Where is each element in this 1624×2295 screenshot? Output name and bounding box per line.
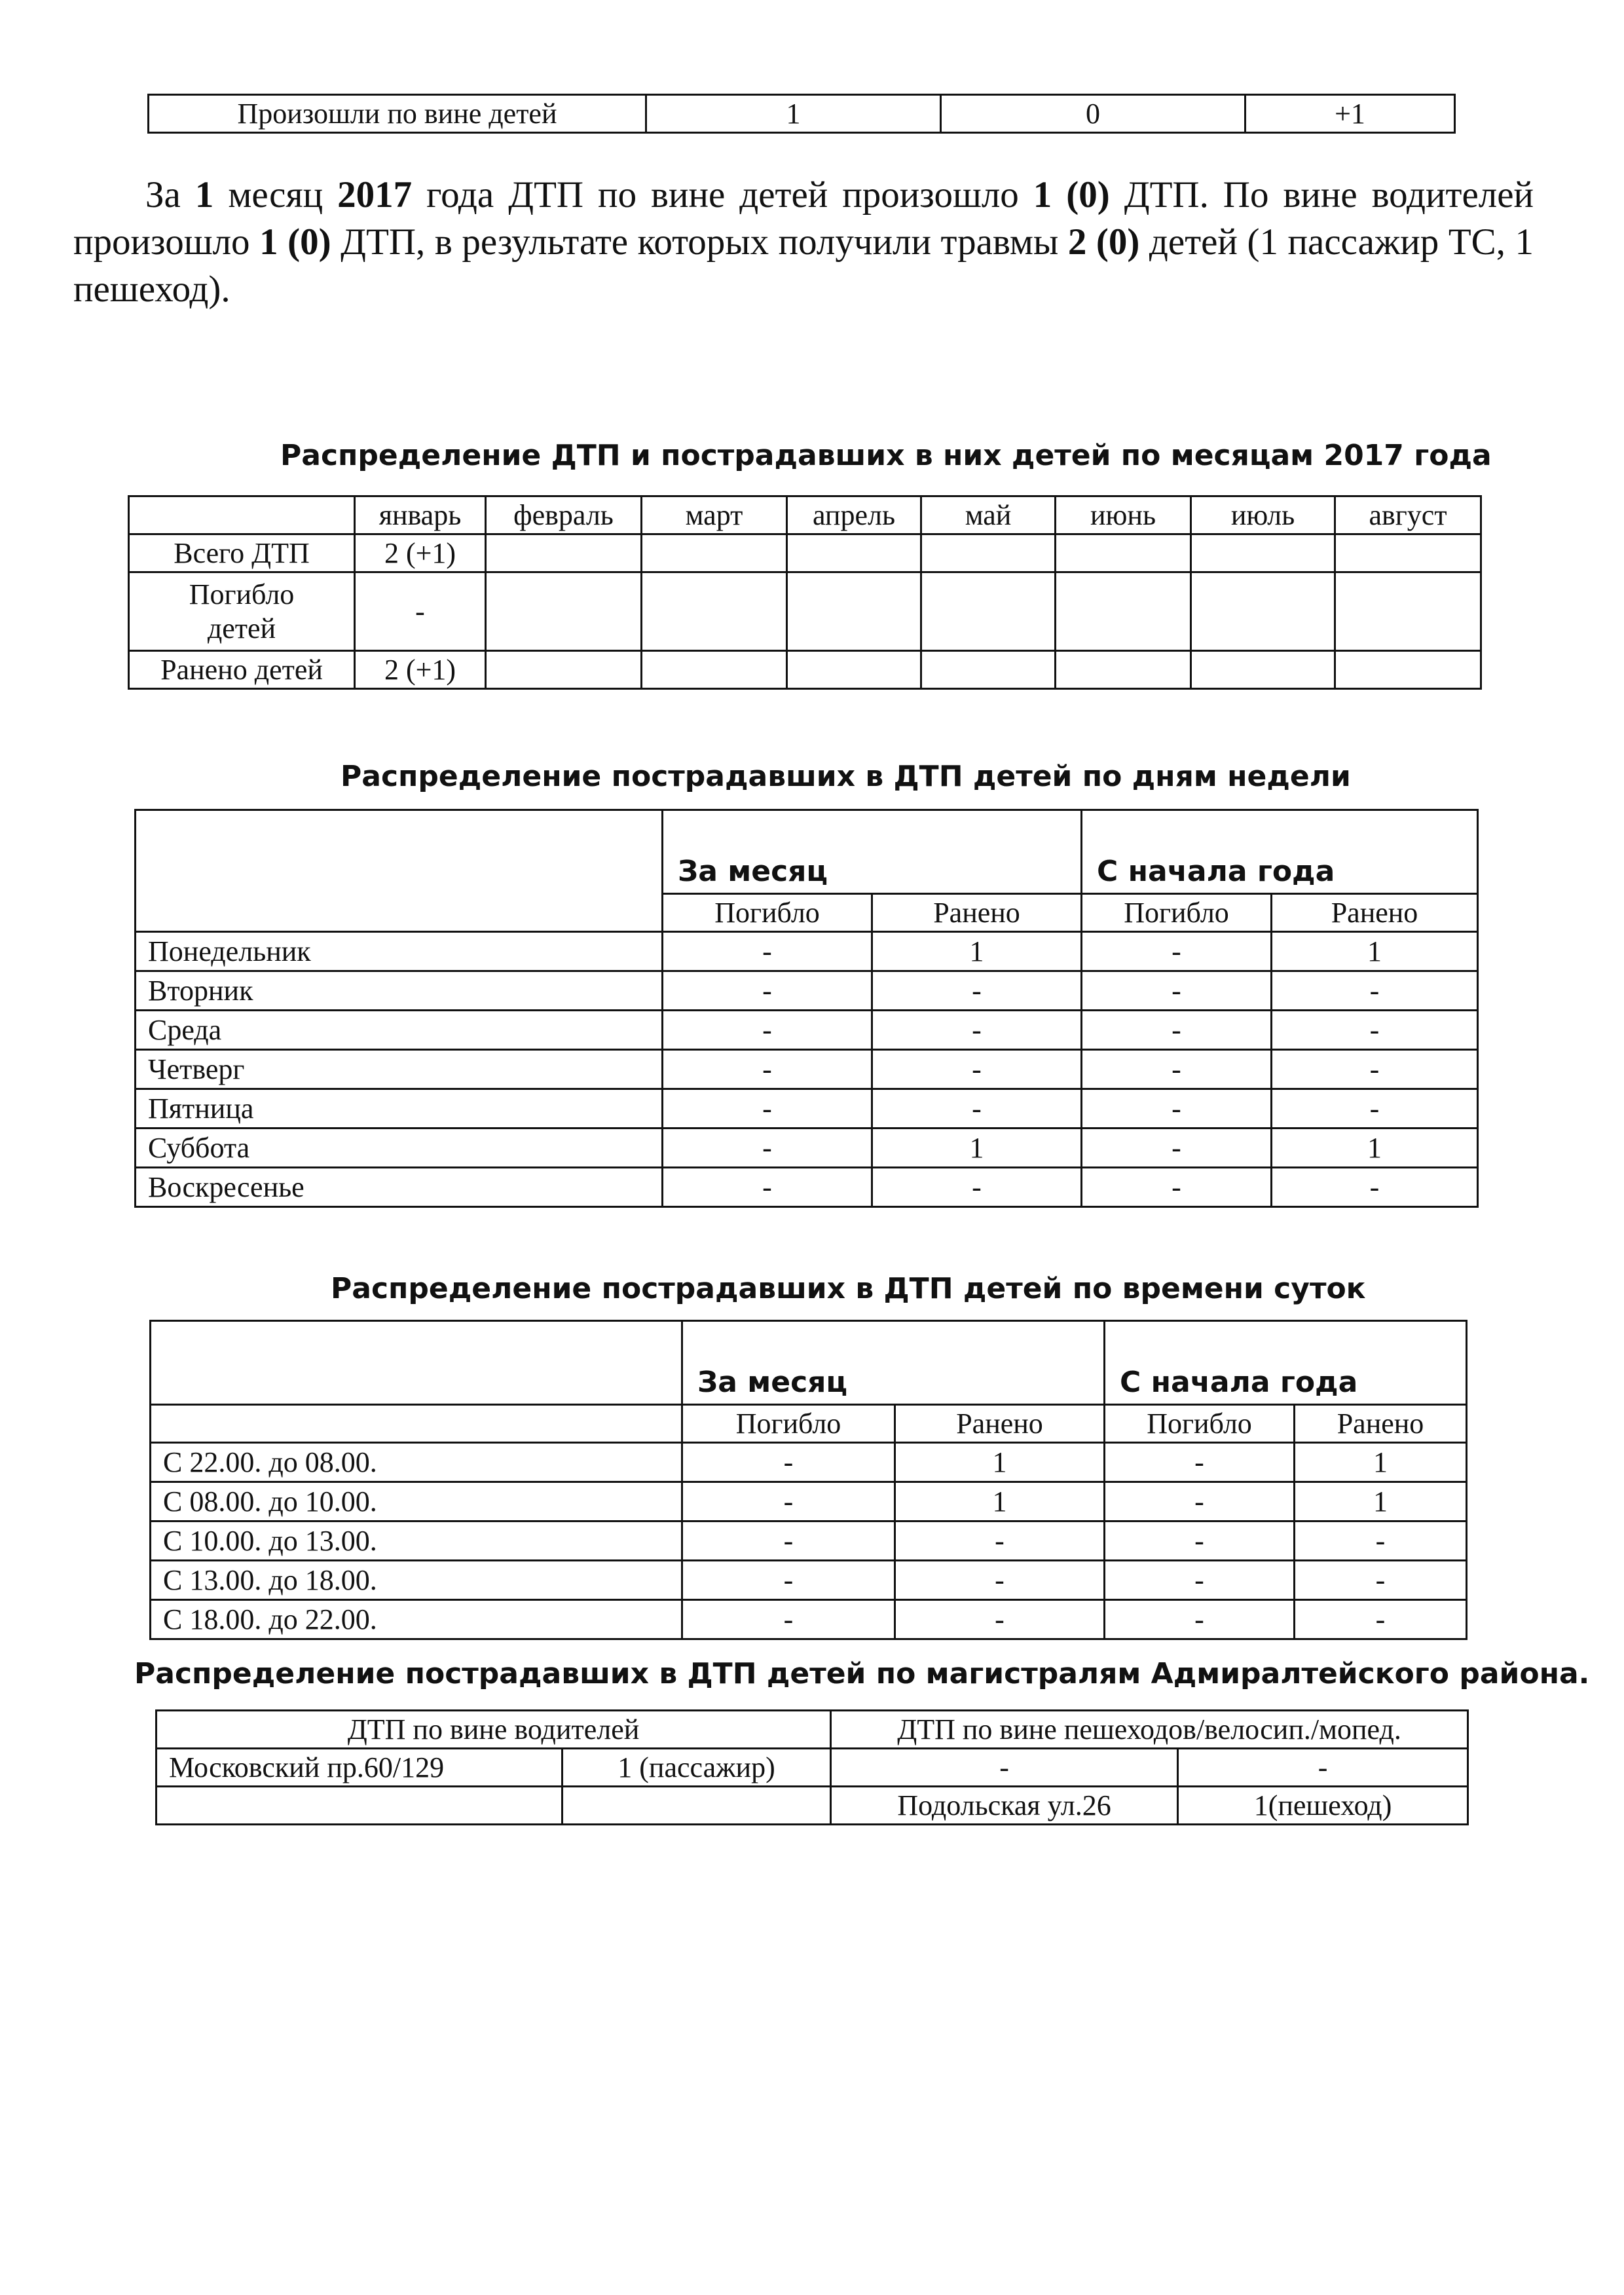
months-cell: [486, 572, 642, 651]
months-header-empty: [129, 496, 355, 534]
weekday-cell: -: [663, 971, 872, 1011]
time-cell: -: [895, 1521, 1105, 1561]
sub-header: Погибло: [663, 894, 872, 932]
roads-table-title: Распределение пострадавших в ДТП детей по магистралям Адмиралтейского района.: [134, 1657, 1590, 1690]
weekday-cell: -: [663, 1168, 872, 1207]
months-cell: [1191, 534, 1335, 572]
weekday-label: Вторник: [136, 971, 663, 1011]
sub-header: Ранено: [872, 894, 1082, 932]
months-row-label: Всего ДТП: [129, 534, 355, 572]
roads-cell: Московский пр.60/129: [157, 1749, 563, 1787]
weekday-table-title: Распределение пострадавших в ДТП детей по дням недели: [341, 760, 1351, 793]
weekday-cell: -: [872, 971, 1082, 1011]
time-cell: 1: [1295, 1443, 1467, 1482]
weekday-label: Пятница: [136, 1089, 663, 1129]
time-cell: -: [895, 1600, 1105, 1639]
months-cell: [642, 534, 787, 572]
time-cell: 1: [895, 1482, 1105, 1521]
month-header: март: [642, 496, 787, 534]
time-cell: 1: [1295, 1482, 1467, 1521]
roads-header-peds: ДТП по вине пешеходов/велосип./мопед.: [831, 1711, 1468, 1749]
group-year-header: С начала года: [1105, 1321, 1467, 1405]
weekday-cell: -: [872, 1089, 1082, 1129]
weekday-cell: 1: [1272, 1129, 1478, 1168]
months-table-title: Распределение ДТП и пострадавших в них детей по месяцам 2017 года: [280, 439, 1492, 472]
time-cell: -: [1295, 1521, 1467, 1561]
time-cell: -: [682, 1561, 895, 1600]
roads-cell: 1 (пассажир): [563, 1749, 831, 1787]
months-cell: [642, 572, 787, 651]
months-row-label: Погибло детей: [129, 572, 355, 651]
months-cell: [787, 572, 921, 651]
roads-table: [155, 1709, 1469, 1825]
sub-header: Погибло: [682, 1405, 895, 1443]
month-header: апрель: [787, 496, 921, 534]
roads-cell: [157, 1787, 563, 1825]
time-label: С 08.00. до 10.00.: [151, 1482, 682, 1521]
top-row-cur: 1: [646, 95, 941, 133]
roads-cell: [563, 1787, 831, 1825]
time-cell: -: [682, 1521, 895, 1561]
months-cell: [921, 572, 1056, 651]
weekday-cell: -: [1272, 971, 1478, 1011]
weekday-cell: -: [663, 1089, 872, 1129]
roads-cell: -: [1178, 1749, 1468, 1787]
weekday-cell: 1: [872, 1129, 1082, 1168]
roads-cell: 1(пешеход): [1178, 1787, 1468, 1825]
weekday-cell: -: [663, 1011, 872, 1050]
weekday-cell: -: [663, 1050, 872, 1089]
time-cell: -: [1105, 1443, 1295, 1482]
roads-cell: -: [831, 1749, 1178, 1787]
weekday-cell: -: [872, 1168, 1082, 1207]
time-cell: 1: [895, 1443, 1105, 1482]
time-label: С 10.00. до 13.00.: [151, 1521, 682, 1561]
weekday-cell: -: [1272, 1011, 1478, 1050]
weekday-cell: -: [1082, 1129, 1272, 1168]
weekday-cell: -: [1082, 1089, 1272, 1129]
weekday-cell: -: [663, 1129, 872, 1168]
months-cell: [1191, 572, 1335, 651]
top-row-prev: 0: [941, 95, 1246, 133]
months-cell: [921, 534, 1056, 572]
months-cell: [1056, 572, 1191, 651]
months-table: [128, 495, 1482, 690]
time-cell: -: [682, 1482, 895, 1521]
month-header: январь: [355, 496, 486, 534]
weekday-cell: -: [663, 932, 872, 971]
weekday-cell: -: [1082, 971, 1272, 1011]
month-header: июль: [1191, 496, 1335, 534]
time-label: С 13.00. до 18.00.: [151, 1561, 682, 1600]
months-cell: 2 (+1): [355, 651, 486, 689]
weekday-table: [134, 809, 1479, 1208]
roads-cell: Подольская ул.26: [831, 1787, 1178, 1825]
weekday-label: Воскресенье: [136, 1168, 663, 1207]
weekday-cell: 1: [1272, 932, 1478, 971]
weekday-cell: -: [1272, 1168, 1478, 1207]
months-cell: [787, 534, 921, 572]
weekday-cell: -: [872, 1050, 1082, 1089]
months-cell: [486, 534, 642, 572]
time-cell: -: [1295, 1600, 1467, 1639]
month-header: май: [921, 496, 1056, 534]
sub-header: Ранено: [895, 1405, 1105, 1443]
time-cell: -: [682, 1600, 895, 1639]
weekday-cell: -: [1272, 1089, 1478, 1129]
sub-header: Погибло: [1082, 894, 1272, 932]
months-cell: [1335, 651, 1481, 689]
sub-header: Ранено: [1295, 1405, 1467, 1443]
summary-paragraph: За 1 месяц 2017 года ДТП по вине детей произошло 1 (0) ДТП. По вине водителей произошло 1 (0) ДТП, в результате которых получили травмы 2 (0) детей (1 пассажир ТС, 1 пешеход).: [73, 174, 1534, 310]
weekday-cell: -: [872, 1011, 1082, 1050]
months-cell: [1056, 651, 1191, 689]
weekday-cell: 1: [872, 932, 1082, 971]
weekday-label: Понедельник: [136, 932, 663, 971]
top-row-label: Произошли по вине детей: [149, 95, 646, 133]
months-cell: [1335, 572, 1481, 651]
time-cell: -: [682, 1443, 895, 1482]
weekday-header-empty: [136, 810, 663, 932]
weekday-cell: -: [1082, 932, 1272, 971]
roads-header-drivers: ДТП по вине водителей: [157, 1711, 831, 1749]
month-header: август: [1335, 496, 1481, 534]
weekday-cell: -: [1082, 1011, 1272, 1050]
time-cell: -: [1105, 1561, 1295, 1600]
months-cell: 2 (+1): [355, 534, 486, 572]
group-month-header: За месяц: [682, 1321, 1105, 1405]
weekday-cell: -: [1272, 1050, 1478, 1089]
time-cell: -: [1105, 1482, 1295, 1521]
weekday-label: Суббота: [136, 1129, 663, 1168]
months-cell: [921, 651, 1056, 689]
top-row-diff: +1: [1246, 95, 1455, 133]
sub-header: Ранено: [1272, 894, 1478, 932]
top-row-table: [147, 94, 1456, 134]
months-cell: -: [355, 572, 486, 651]
months-cell: [642, 651, 787, 689]
weekday-cell: -: [1082, 1050, 1272, 1089]
time-table: [149, 1320, 1467, 1640]
weekday-label: Среда: [136, 1011, 663, 1050]
months-cell: [1056, 534, 1191, 572]
time-header-empty: [151, 1321, 682, 1405]
sub-header: Погибло: [1105, 1405, 1295, 1443]
months-cell: [787, 651, 921, 689]
month-header: февраль: [486, 496, 642, 534]
time-table-title: Распределение пострадавших в ДТП детей по времени суток: [331, 1272, 1366, 1305]
group-month-header: За месяц: [663, 810, 1082, 894]
month-header: июнь: [1056, 496, 1191, 534]
months-cell: [486, 651, 642, 689]
time-cell: -: [1295, 1561, 1467, 1600]
time-label: С 18.00. до 22.00.: [151, 1600, 682, 1639]
time-subheader-empty: [151, 1405, 682, 1443]
time-cell: -: [895, 1561, 1105, 1600]
months-row-label: Ранено детей: [129, 651, 355, 689]
months-cell: [1191, 651, 1335, 689]
weekday-label: Четверг: [136, 1050, 663, 1089]
time-cell: -: [1105, 1521, 1295, 1561]
time-label: С 22.00. до 08.00.: [151, 1443, 682, 1482]
months-cell: [1335, 534, 1481, 572]
group-year-header: С начала года: [1082, 810, 1478, 894]
weekday-cell: -: [1082, 1168, 1272, 1207]
time-cell: -: [1105, 1600, 1295, 1639]
